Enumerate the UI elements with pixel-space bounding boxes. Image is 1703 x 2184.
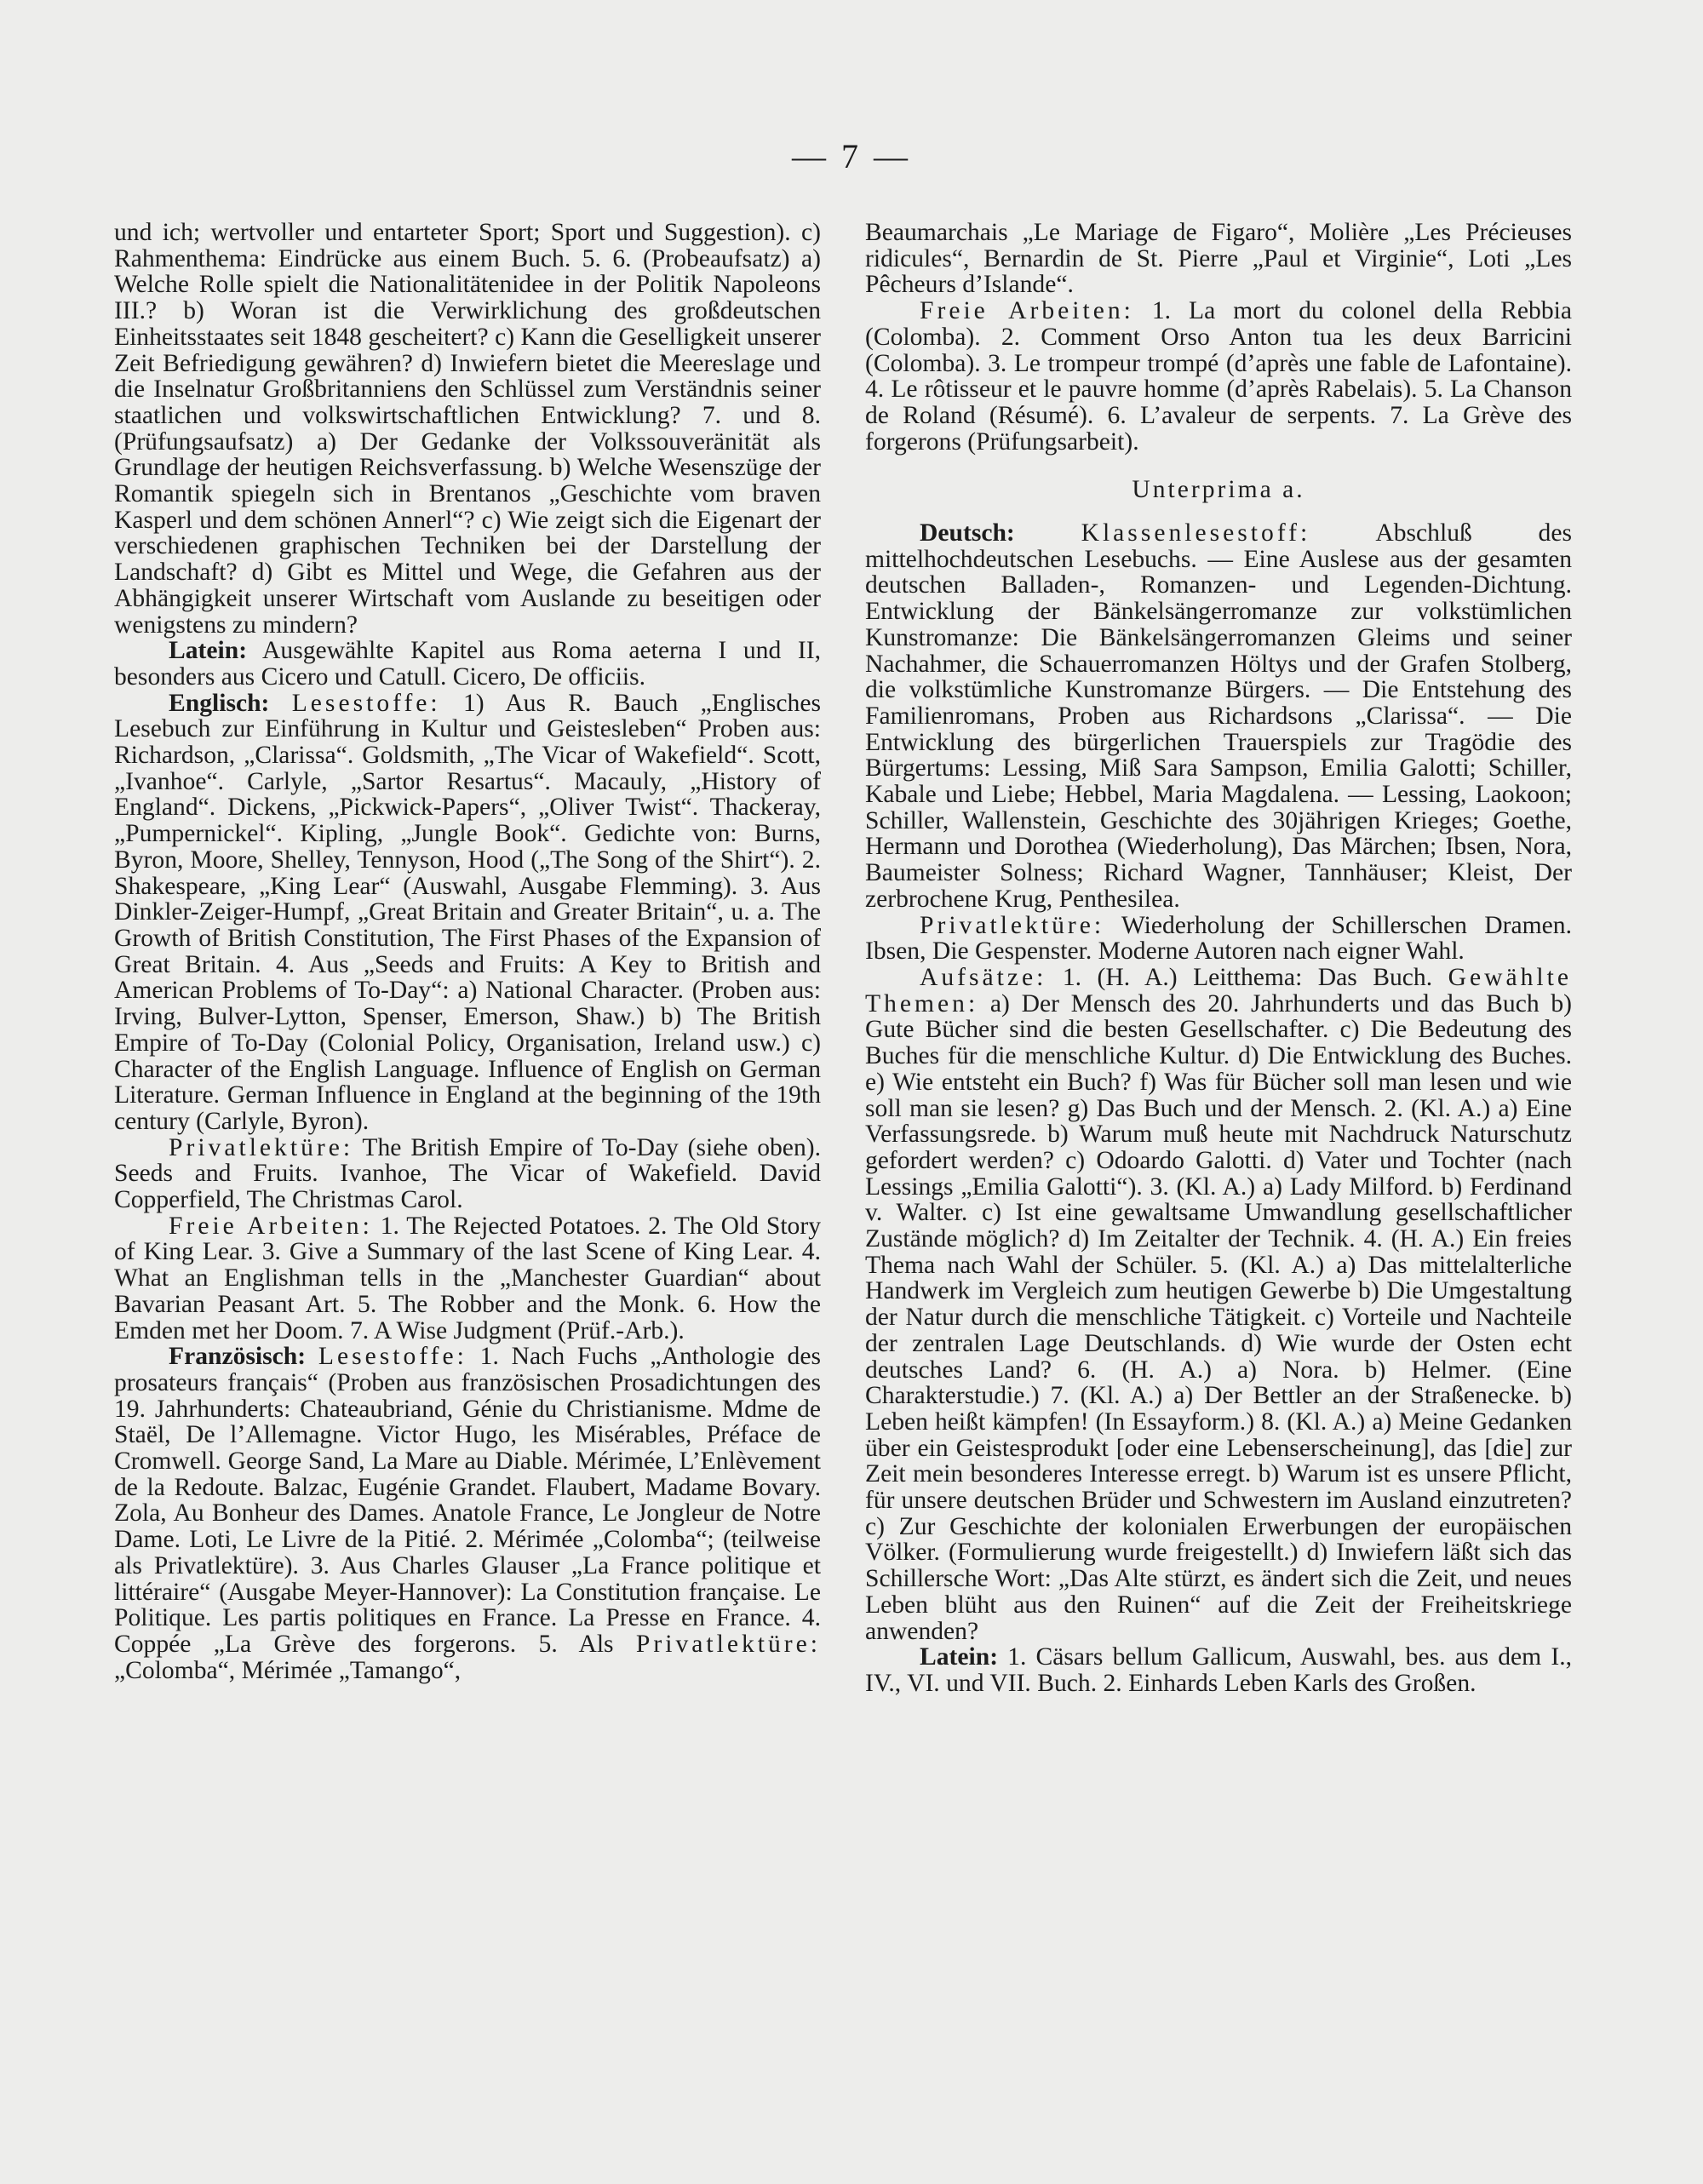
gewaehlte-themen-label: Gewählte Themen: [865, 963, 1572, 1017]
deutsch-klassenlesestoff-label: Klassenlesestoff: [1081, 519, 1311, 547]
aufsaetze-label: Aufsätze: [920, 963, 1047, 991]
deutsch-privatlektuere-text: Wiederholung der Schillerschen Dramen. Ibsen, Die Gespenster. Moderne Autoren nach eigner Wahl. [865, 911, 1572, 966]
franzoesisch-freie-arbeiten-paragraph [865, 298, 1572, 455]
left-column [114, 220, 821, 1683]
englisch-privatlektuere-paragraph [114, 1135, 821, 1213]
franzoesisch-text-b: „Colomba“, Mérimée „Tamango“, [114, 1656, 462, 1684]
franzoesisch-freie-arbeiten-label: Freie Arbeiten: [920, 297, 1134, 325]
englisch-lesestoffe-label: Lesestoffe: [291, 689, 441, 717]
franzoesisch-lesestoffe-label: Lesestoffe: [318, 1343, 467, 1371]
englisch-text: 1) Aus R. Bauch „Englisches Lesebuch zur Einführung in Kultur und Geistesleben“ Proben aus: Richardson, „Clarissa“. Goldsmith, „The Vicar of Wakefield“. Scott, „Ivanhoe“. Carlyle, „Sartor Resartus“. Macauly, „History of England“. Dickens, „Pickwick-Papers“, „Oliver Twist“. Thackeray, „Pumpernickel“. Kipling, „Jungle Book“. Gedichte von: Burns, Byron, Moore, Shelley, Tennyson, Hood („The Song of the Shirt“). 2. Shakespeare, „King Lear“ (Auswahl, Ausgabe Flemming). 3. Aus Dinkler-Zeiger-Humpf, „Great Britain and Greater Britain“, u. a. The Growth of British Constitution, The First Phases of the Expansion of Great Britain. 4. Aus „Seeds and Fruits: A Key to British and American Problems of To-Day“: a) National Character. (Proben aus: Irving, Bulver-Lytton, Spenser, Emerson, Shaw.) b) The British Empire of To-Day (Colonial Policy, Organisation, Ireland usw.) c) Character of the English Language. Influence of English on German Literature. German Influence in England at the beginning of the 19th century (Carlyle, Byron). [114, 689, 821, 1135]
aufsaetze-text-b: a) Der Mensch des 20. Jahrhunderts und das Buch b) Gute Bücher sind die besten Gesellschafter. c) Die Bedeutung des Buches für die menschliche Kultur. d) Die Entwicklung des Buches. e) Wie entsteht ein Buch? f) Was für Bücher soll man lesen und wie soll man sie lesen? g) Das Buch und der Mensch. 2. (Kl. A.) a) Eine Verfassungsrede. b) Warum muß heute mit Nachdruck Naturschutz gefordert werden? c) Odoardo Galotti. d) Vater und Tochter (nach Lessings „Emilia Galotti“). 3. (Kl. A.) a) Lady Milford. b) Ferdinand v. Walter. c) Ist eine gewaltsame Umwandlung gesellschaftlicher Zustände möglich? d) Im Zeitalter der Technik. 4. (H. A.) Ein freies Thema nach Wahl der Schüler. 5. (Kl. A.) a) Das mittelalterliche Handwerk im Vergleich zum heutigen Gewerbe b) Die Umgestaltung der Natur durch die menschliche Tätigkeit. c) Vorteile und Nachteile der zentralen Lage Deutschlands. d) Wie wurde der Osten echt deutsches Land? 6. (H. A.) a) Nora. b) Helmer. (Eine Charakterstudie.) 7. (Kl. A.) a) Der Bettler an der Straßenecke. b) Leben heißt kämpfen! (In Essayform.) 8. (Kl. A.) a) Meine Gedanken über ein Geistesprodukt [oder eine Lebenserscheinung], das [die] zur Zeit mein besonderes Interesse erregt. b) Warum ist es unsere Pflicht, für unsere deutschen Brüder und Schwestern im Ausland einzutreten? c) Zur Geschichte der kolonialen Erwerbungen der europäischen Völker. (Formulierung wurde freigestellt.) d) Inwiefern läßt sich das Schillersche Wort: „Das Alte stürzt, es ändert sich die Zeit, und neues Leben blüht aus den Ruinen“ auf die Zeit der Freiheitskriege anwenden? [865, 989, 1572, 1645]
latein-unterprima-label: Latein: [920, 1643, 999, 1671]
right-column [865, 220, 1572, 1697]
deutsch-text: Abschluß des mittelhochdeutschen Lesebuchs. — Eine Auslese aus der gesamten deutschen Balladen-, Romanzen- und Legenden-Dichtung. Entwicklung der Bänkelsängerromanze zur volkstümlichen Kunstromanze: Die Bänkelsängerromanzen Gleims und seiner Nachahmer, die Schauerromanzen Höltys und der Grafen Stolberg, die volkstümliche Kunstromanze Bürgers. — Die Entstehung des Familienromans, Proben aus Richardsons „Clarissa“. — Die Entwicklung des bürgerlichen Trauerspiels zur Tragödie des Bürgertums: Lessing, Miß Sara Sampson, Emilia Galotti; Schiller, Kabale und Liebe; Hebbel, Maria Magdalena. — Lessing, Laokoon; Schiller, Wallenstein, Geschichte des 30jährigen Krieges; Goethe, Hermann und Dorothea (Wiederholung), Das Märchen; Ibsen, Nora, Baumeister Solness; Richard Wagner, Tannhäuser; Kleist, Der zerbrochene Krug, Penthesilea. [865, 519, 1573, 913]
latein-unterprima-text: 1. Cäsars bellum Gallicum, Auswahl, bes. aus dem I., IV., VI. und VII. Buch. 2. Einhards Leben Karls des Großen. [865, 1643, 1572, 1697]
aufsaetze-text-a: 1. (H. A.) Leitthema: Das Buch. [1046, 963, 1448, 991]
franzoesisch-freie-arbeiten-text: 1. La mort du colonel della Rebbia (Colomba). 2. Comment Orso Anton tua les deux Barricini (Colomba). 3. Le trompeur trompé (d’après une fable de Lafontaine). 4. Le rôtisseur et le pauvre homme (d’après Rabelais). 5. La Chanson de Roland (Résumé). 6. L’avaleur de serpents. 7. La Grève des forgerons (Prüfungsarbeit). [865, 297, 1573, 456]
englisch-paragraph [114, 691, 821, 1135]
franzoesisch-paragraph [114, 1344, 821, 1683]
englisch-freie-arbeiten-text: 1. The Rejected Potatoes. 2. The Old Story of King Lear. 3. Give a Summary of the last Scene of King Lear. 4. What an Englishman tells in the „Manchester Guardian“ about Bavarian Peasant Art. 5. The Robber and the Monk. 6. How the Emden met her Doom. 7. A Wise Judgment (Prüf.-Arb.). [114, 1212, 822, 1344]
deutsch-paragraph [865, 520, 1572, 913]
latein-label: Latein: [169, 637, 248, 665]
deutsch-privatlektuere-paragraph [865, 913, 1572, 965]
franzoesisch-text-a: 1. Nach Fuchs „Anthologie des prosateurs français“ (Proben aus französischen Prosadichtungen des 19. Jahrhunderts: Chateaubriand, Génie du Christianisme. Mdme de Staël, De l’Allemagne. Victor Hugo, les Misérables, Préface de Cromwell. George Sand, La Mare au Diable. Mérimée, L’Enlèvement de la Redoute. Balzac, Eugénie Grandet. Flaubert, Madame Bovary. Zola, Au Bonheur des Dames. Anatole France, Le Jongleur de Notre Dame. Loti, Le Livre de la Pitié. 2. Mérimée „Colomba“; (teilweise als Privatlektüre). 3. Aus Charles Glauser „La France politique et littéraire“ (Ausgabe Meyer-Hannover): La Constitution française. Le Politique. Les partis politiques en France. La Presse en France. 4. Coppée „La Grève des forgerons. 5. Als [114, 1343, 821, 1658]
englisch-privatlektuere-text: The British Empire of To-Day (siehe oben). Seeds and Fruits. Ivanhoe, The Vicar of Wakefield. David Copperfield, The Christmas Carol. [114, 1133, 821, 1214]
latein-unterprima-paragraph [865, 1644, 1572, 1696]
englisch-freie-arbeiten-label: Freie Arbeiten: [169, 1212, 373, 1240]
aufsaetze-paragraph [865, 965, 1572, 1644]
franzoesisch-continued: Beaumarchais „Le Mariage de Figaro“, Molière „Les Précieuses ridicules“, Bernardin de St. Pierre „Paul et Virginie“, Loti „Les Pêcheurs d’Islande“. [865, 219, 1572, 299]
essay-topics-continued: und ich; wertvoller und entarteter Sport; Sport und Suggestion). c) Rahmenthema: Eindrücke aus einem Buch. 5. 6. (Probeaufsatz) a) Welche Rolle spielt die Nationalitätenidee in der Politik Napoleons III.? b) Woran ist die Verwirklichung des großdeutschen Einheitsstaates seit 1848 gescheitert? c) Kann die Geselligkeit unserer Zeit Befriedigung gewähren? d) Inwiefern bietet die Meereslage und die Inselnatur Großbritanniens den Schlüssel zum Verständnis seiner staatlichen und volkswirtschaftlichen Entwicklung? 7. und 8. (Prüfungsaufsatz) a) Der Gedanke der Volkssouveränität als Grundlage der heutigen Reichsverfassung. b) Welche Wesenszüge der Romantik spiegeln sich in Brentanos „Geschichte vom braven Kasperl und dem schönen Annerl“? c) Wie zeigt sich die Eigenart der verschiedenen graphischen Techniken bei der Darstellung der Landschaft? d) Gibt es Mittel und Wege, die Gefahren aus der Abhängigkeit unserer Wirtschaft vom Auslande zu beseitigen oder wenigstens zu mindern? [114, 219, 821, 639]
section-title: Unterprima a. [1132, 476, 1305, 504]
deutsch-privatlektuere-label: Privatlektüre: [920, 911, 1105, 939]
deutsch-label: Deutsch: [920, 519, 1015, 547]
franzoesisch-label: Französisch: [169, 1343, 307, 1371]
englisch-label: Englisch: [169, 689, 270, 717]
englisch-freie-arbeiten-paragraph [114, 1213, 821, 1344]
page-number: — 7 — [792, 137, 911, 175]
latein-paragraph [114, 638, 821, 690]
franzoesisch-privatlektuere-label: Privatlektüre: [635, 1630, 821, 1658]
englisch-privatlektuere-label: Privatlektüre: [169, 1133, 354, 1161]
latein-text: Ausgewählte Kapitel aus Roma aeterna I und II, besonders aus Cicero und Catull. Cicero, De officiis. [114, 637, 821, 691]
